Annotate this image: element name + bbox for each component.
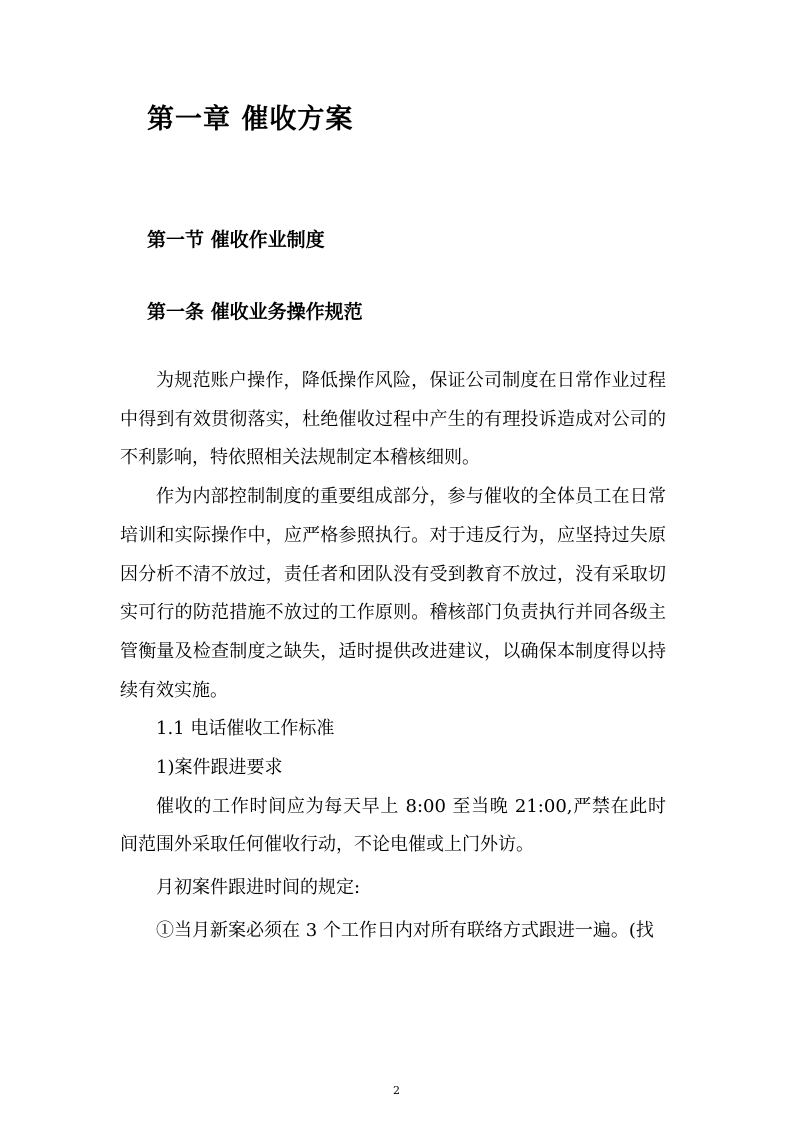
body-text — [120, 362, 666, 951]
section-title: 第一节 催收作业制度 — [147, 229, 325, 251]
paragraph-purpose: 为规范账户操作，降低操作风险，保证公司制度在日常作业过程中得到有效贯彻落实，杜绝催收过程中产生的有理投诉造成对公司的不利影响，特依照相关法规制定本稽核细则。 — [120, 370, 666, 469]
paragraph-scope: 作为内部控制制度的重要组成部分，参与催收的全体员工在日常培训和实际操作中，应严格参照执行。对于违反行为，应坚持过失原因分析不清不放过，责任者和团队没有受到教育不放过，没有采取切实可行的防范措施不放过的工作原则。稽核部门负责执行并同各级主管衡量及检查制度之缺失，适时提供改进建议，以确保本制度得以持续有效实施。 — [120, 486, 666, 701]
subsection-heading-phone-collection: 1.1 电话催收工作标准 — [156, 718, 335, 740]
paragraph-working-hours: 催收的工作时间应为每天早上 8:00 至当晚 21:00,严禁在此时间范围外采取任何催收行动，不论电催或上门外访。 — [120, 795, 666, 856]
paragraph-month-start-rules: 月初案件跟进时间的规定: — [156, 877, 361, 899]
chapter-title: 第一章 催收方案 — [147, 104, 354, 135]
list-heading-case-follow-up: 1)案件跟进要求 — [156, 757, 283, 779]
article-title: 第一条 催收业务操作规范 — [147, 301, 363, 323]
list-item-new-cases: ①当月新案必须在 3 个工作日内对所有联络方式跟进一遍。(找 — [156, 919, 654, 941]
page-number: 2 — [393, 1084, 400, 1097]
